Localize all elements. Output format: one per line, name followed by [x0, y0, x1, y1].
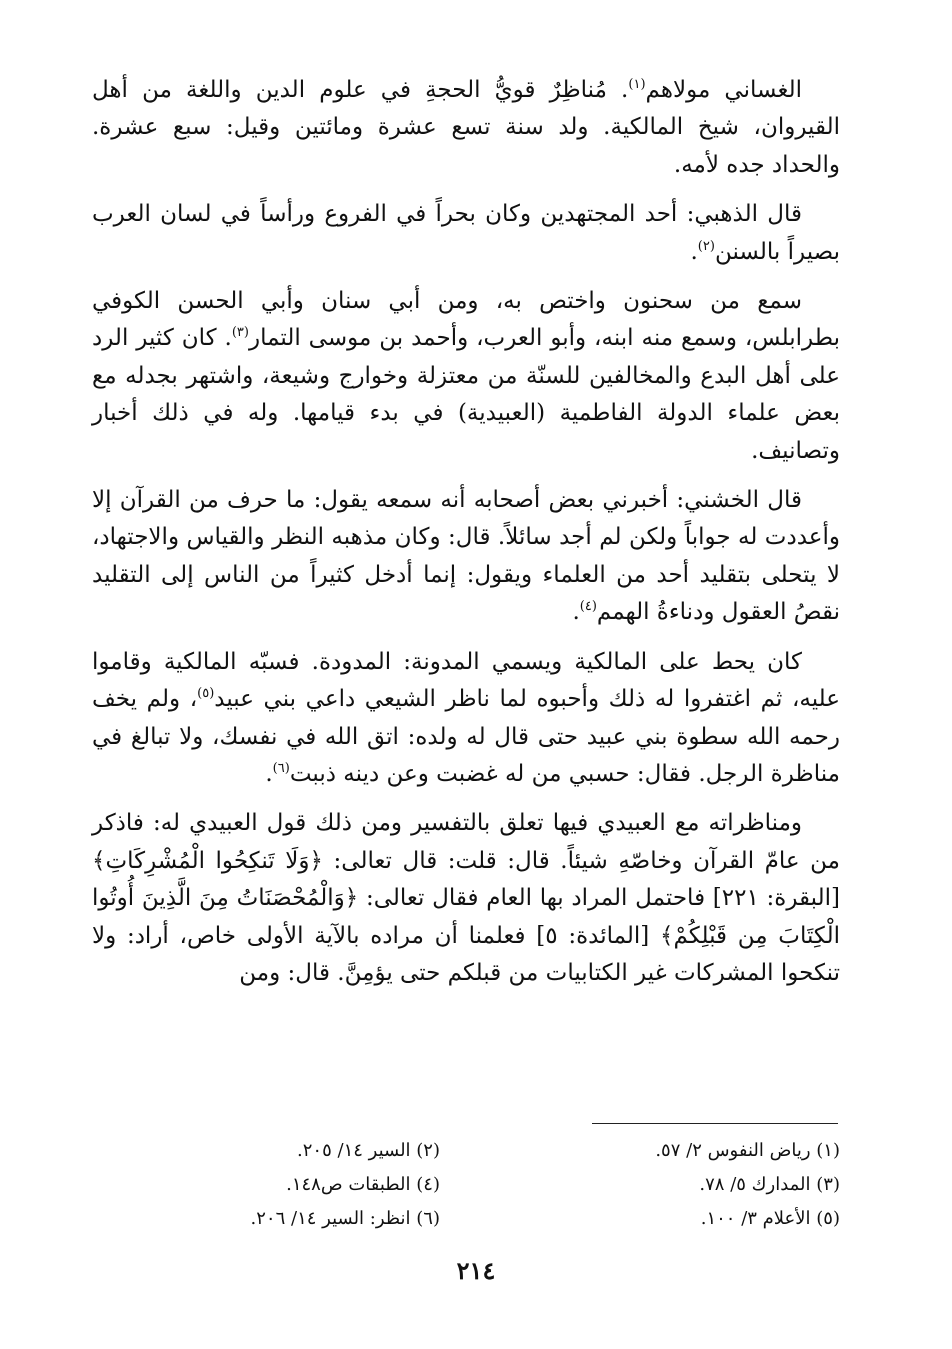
paragraph-3	[92, 283, 840, 470]
paragraph-1	[92, 72, 840, 184]
footnote-3: (٣) المدارك ٥/ ٧٨.	[699, 1174, 840, 1195]
paragraph-text: .	[690, 238, 698, 265]
paragraph-text: ، ولم يخف رحمه الله سطوة بني عبيد حتى قال له ولده: اتق الله في نفسك، ولا تبالغ في مناظرة الرجل. فقال: حسبي من له غضبت وعن دينه ذببت	[92, 686, 840, 787]
footnote-4: (٤) الطبقات ص١٤٨.	[286, 1174, 440, 1195]
footnote-ref: (٦)	[272, 760, 290, 776]
footnote-5: (٥) الأعلام ٣/ ١٠٠.	[700, 1208, 840, 1229]
footnote-ref: (٢)	[697, 238, 715, 254]
paragraph-4	[92, 482, 840, 632]
paragraph-2	[92, 196, 840, 271]
page-number: ٢١٤	[456, 1256, 496, 1285]
paragraph-text: سمع من سحنون واختص به، ومن أبي سنان وأبي الحسن الكوفي بطرابلس، وسمع منه ابنه، وأبو العرب، وأحمد بن موسى التمار	[92, 288, 840, 352]
footnote-ref: (٤)	[579, 599, 597, 615]
paragraph-text: .	[572, 599, 580, 626]
paragraph-6	[92, 805, 840, 992]
paragraph-text: الغساني مولاهم	[645, 77, 802, 103]
paragraph-text: كان يحط على المالكية ويسمي المدونة: المدودة. فسبّه المالكية وقاموا عليه، ثم اغتفروا له ذلك وأحبوه لما ناظر الشيعي داعي بني عبيد	[92, 648, 840, 713]
footnote-ref: (١)	[628, 77, 646, 92]
paragraph-text: قال الذهبي: أحد المجتهدين وكان بحراً في الفروع ورأساً في لسان العرب بصيراً بالسنن	[92, 201, 840, 265]
footnotes	[150, 1136, 840, 1234]
paragraph-5	[92, 644, 840, 794]
paragraph-text: قال الخشني: أخبرني بعض أصحابه أنه سمعه يقول: ما حرف من القرآن إلا وأعددت له جواباً ولكن لم أجد سائلاً. قال: وكان مذهبه النظر والقياس والاجتهاد، لا يتحلى بتقليد أحد من العلماء ويقول: إنما أدخل كثيراً من الناس إلى التقليد نقصُ العقول ودناءةُ الهمم	[92, 487, 840, 626]
paragraph-text: . كان كثير الرد على أهل البدع والمخالفين للسنّة من معتزلة وخوارج وشيعة، واشتهر بجدله مع بعض علماء الدولة الفاطمية (العبيدية) في بدء قيامها. وله في ذلك أخبار وتصانيف.	[92, 325, 840, 464]
footnote-6: (٦) انظر: السير ١٤/ ٢٠٦.	[250, 1208, 440, 1229]
main-text	[92, 72, 840, 1004]
footnote-1: (١) رياض النفوس ٢/ ٥٧.	[655, 1140, 840, 1161]
paragraph-text: ومناظراته مع العبيدي فيها تعلق بالتفسير ومن ذلك قول العبيدي له: فاذكر من عامّ القرآن وخاصّهِ شيئاً. قال: قلت: قال تعالى: ﴿وَلَا تَنكِحُوا الْمُشْرِكَاتِ﴾ [البقرة: ٢٢١] فاحتمل المراد بها العام فقال تعالى: ﴿وَالْمُحْصَنَاتُ مِنَ الَّذِينَ أُوتُوا الْكِتَابَ مِن قَبْلِكُمْ﴾ [المائدة: ٥] فعلمنا أن مراده بالآية الأولى خاص، أراد: ولا تنكحوا المشركات غير الكتابيات من قبلكم حتى يؤمِنَّ. قال: ومن	[92, 810, 840, 986]
footnote-divider	[592, 1123, 838, 1124]
footnote-2: (٢) السير ١٤/ ٢٠٥.	[297, 1140, 440, 1161]
footnote-ref: (٣)	[231, 325, 249, 341]
paragraph-text: . مُناظِرٌ قويُّ الحجةِ في علوم الدين واللغة من أهل القيروان، شيخ المالكية. ولد سنة تسع عشرة ومائتين وقيل: سبع عشرة. والحداد جده لأمه.	[92, 77, 840, 178]
footnote-ref: (٥)	[197, 686, 215, 702]
paragraph-text: .	[265, 760, 273, 787]
